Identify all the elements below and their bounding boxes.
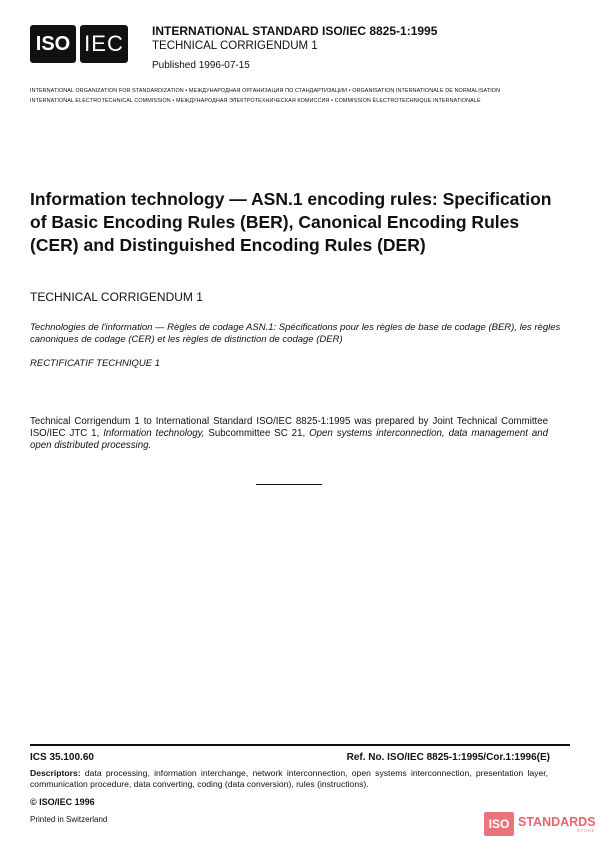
french-title: Technologies de l'information — Règles de codage ASN.1: Spécifications pour les règles de base de codage (BER), les règles canoniques de codage (CER) et les règles de distinction de codage (DER) [30, 322, 561, 345]
document-title: Information technology — ASN.1 encoding rules: Specification of Basic Encoding Rules (BER), Canonical Encoding Rules (CER) and Distinguished Encoding Rules (DER) [30, 189, 552, 255]
watermark-iso-logo: ISO [484, 812, 514, 836]
descriptors-text: data processing, information interchange, network interconnection, open systems interconnection, presentation layer, communication procedure, data converting, coding (data conversion), rules (instructions). [30, 768, 549, 789]
iec-logo: IEC [80, 25, 128, 63]
corrigendum-label: TECHNICAL CORRIGENDUM 1 [152, 40, 318, 52]
french-subtitle: RECTIFICATIF TECHNIQUE 1 [30, 358, 161, 369]
descriptors [30, 768, 548, 790]
iso-logo: ISO [30, 25, 76, 63]
footer-rule [30, 744, 570, 746]
standards-store-watermark [484, 812, 596, 836]
foreword-italic-1: Information technology, [103, 428, 205, 439]
foreword-paragraph [30, 416, 548, 452]
copyright: © ISO/IEC 1996 [30, 797, 95, 807]
document-header [152, 24, 437, 71]
org-line-iso: INTERNATIONAL ORGANIZATION FOR STANDARDIZATION • МЕЖДУНАРОДНАЯ ОРГАНИЗАЦИЯ ПО СТАНДАРТИЗАЦИИ • ORGANISATION INTERNATIONALE DE NORMALISATION [30, 88, 501, 94]
printed-in: Printed in Switzerland [30, 815, 108, 824]
watermark-subtext: STORE [576, 827, 596, 833]
org-line-iec: INTERNATIONAL ELECTROTECHNICAL COMMISSION • МЕЖДУНАРОДНАЯ ЭЛЕКТРОТЕХНИЧЕСКАЯ КОМИССИЯ • COMMISSION ÉLECTROTECHNIQUE INTERNATIONALE [30, 98, 481, 104]
ics-code: ICS 35.100.60 [30, 752, 94, 763]
organizations [30, 86, 570, 106]
iso-iec-logo [30, 25, 128, 63]
watermark-text: STANDARDS [518, 814, 596, 829]
foreword-text-1: Technical Corrigendum 1 to International Standard ISO/IEC 8825-1:1995 was prepared by Joint Technical Committee ISO/IEC JTC 1, [30, 416, 548, 439]
standard-number: INTERNATIONAL STANDARD ISO/IEC 8825-1:1995 [152, 24, 438, 38]
foreword-italic-2: Open systems interconnection, data management and open distributed processing. [30, 428, 549, 451]
foreword-text-2: Subcommittee SC 21, [204, 428, 310, 439]
published-date: Published 1996-07-15 [152, 60, 250, 71]
descriptors-label: Descriptors: [30, 768, 81, 778]
separator-line [256, 484, 322, 485]
reference-number: Ref. No. ISO/IEC 8825-1:1995/Cor.1:1996(E) [346, 752, 550, 763]
document-subtitle: TECHNICAL CORRIGENDUM 1 [30, 290, 203, 304]
